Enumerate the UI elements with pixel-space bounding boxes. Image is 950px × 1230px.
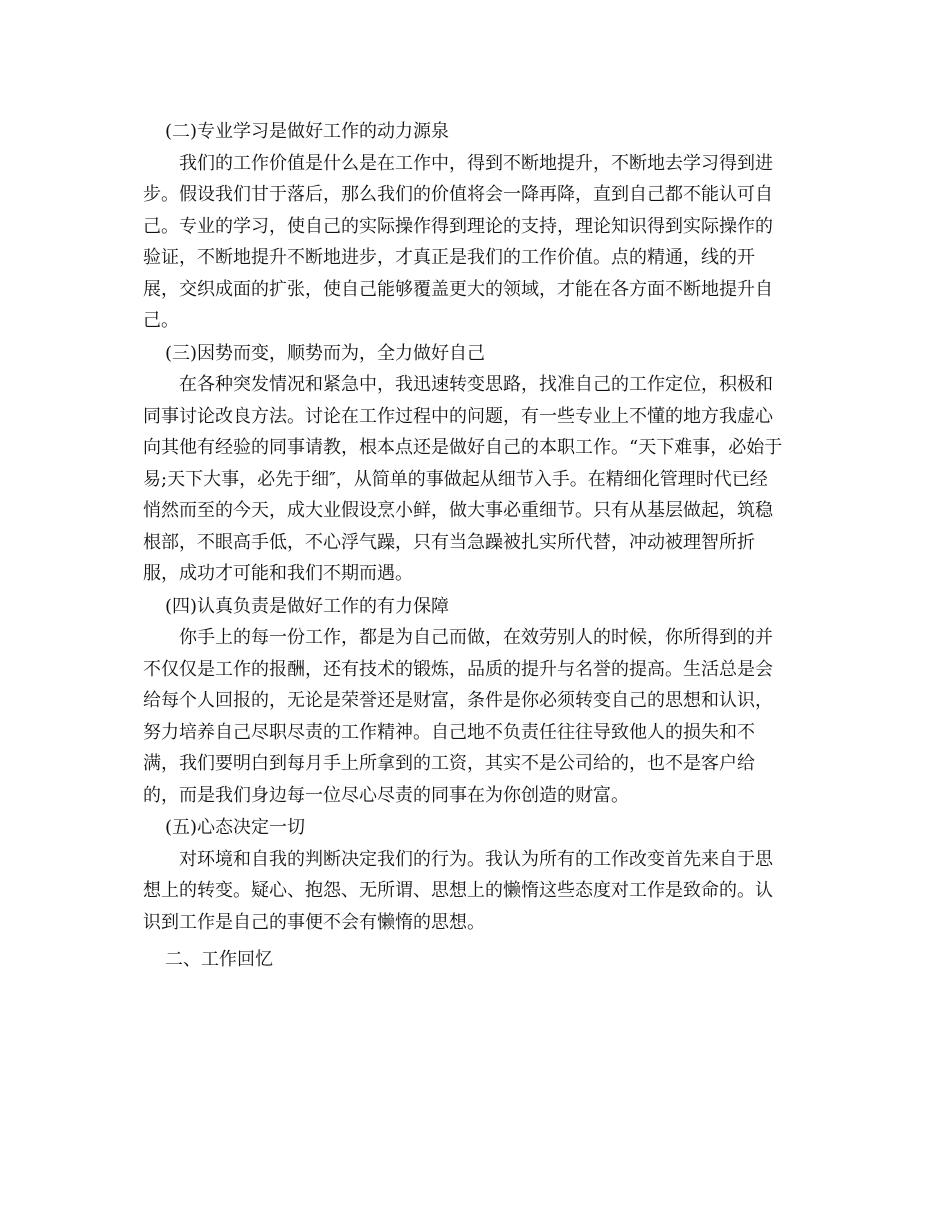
document-body: [143, 116, 807, 976]
section-heading-work-review: 二、工作回忆: [165, 949, 273, 970]
paragraph-line: 满，我们要明白到每月手上所拿到的工资，其实不是公司给的，也不是客户给: [143, 753, 755, 774]
paragraph-line: 验证，不断地提升不断地进步，才真正是我们的工作价值。点的精通，线的开: [143, 247, 755, 268]
paragraph-line: 同事讨论改良方法。讨论在工作过程中的问题，有一些专业上不懂的地方我虚心: [143, 405, 773, 427]
section-heading-5: (五)心态决定一切: [165, 817, 306, 838]
paragraph-line: 想上的转变。疑心、抱怨、无所谓、思想上的懒惰这些态度对工作是致命的。认: [143, 880, 773, 901]
paragraph-line: 在各种突发情况和紧急中，我迅速转变思路，找准自己的工作定位，积极和: [179, 374, 773, 395]
paragraph-line: 不仅仅是工作的报酬，还有技术的锻炼，品质的提升与名誉的提高。生活总是会: [143, 658, 773, 680]
paragraph-line: 己。专业的学习，使自己的实际操作得到理论的支持，理论知识得到实际操作的: [143, 215, 773, 237]
paragraph-line: 服，成功才可能和我们不期而遇。: [143, 563, 413, 584]
paragraph-line: 易;天下大事，必先于细″，从简单的事做起从细节入手。在精细化管理时代已经: [143, 468, 768, 490]
paragraph-line: 向其他有经验的同事请教，根本点还是做好自己的本职工作。“天下难事，必始于: [143, 437, 783, 458]
paragraph-line: 对环境和自我的判断决定我们的行为。我认为所有的工作改变首先来自于思: [179, 848, 773, 870]
paragraph-line: 己。: [143, 310, 179, 331]
paragraph-line: 我们的工作价值是什么是在工作中，得到不断地提升，不断地去学习得到进: [179, 152, 773, 174]
paragraph-line: 悄然而至的今天，成大业假设烹小鲜，做大事必重细节。只有从基层做起，筑稳: [143, 500, 773, 521]
section-heading-4: (四)认真负责是做好工作的有力保障: [165, 595, 450, 617]
paragraph-line: 识到工作是自己的事便不会有懒惰的思想。: [143, 911, 485, 933]
section-heading-2: (二)专业学习是做好工作的动力源泉: [165, 121, 450, 142]
paragraph-line: 努力培养自己尽职尽责的工作精神。自己地不负责任往往导致他人的损失和不: [143, 721, 755, 743]
paragraph-line: 根部，不眼高手低，不心浮气躁，只有当急躁被扎实所代替，冲动被理智所折: [143, 531, 755, 553]
paragraph-line: 展，交织成面的扩张，使自己能够覆盖更大的领域，才能在各方面不断地提升自: [143, 278, 773, 300]
paragraph-line: 的，而是我们身边每一位尽心尽责的同事在为你创造的财富。: [143, 784, 629, 806]
section-heading-3: (三)因势而变，顺势而为，全力做好自己: [165, 342, 486, 364]
paragraph-line: 你手上的每一份工作，都是为自己而做，在效劳别人的时候，你所得到的并: [179, 627, 773, 648]
paragraph-line: 步。假设我们甘于落后，那么我们的价值将会一降再降，直到自己都不能认可自: [143, 184, 773, 205]
paragraph-line: 给每个人回报的，无论是荣誉还是财富，条件是你必须转变自己的思想和认识，: [143, 690, 773, 711]
